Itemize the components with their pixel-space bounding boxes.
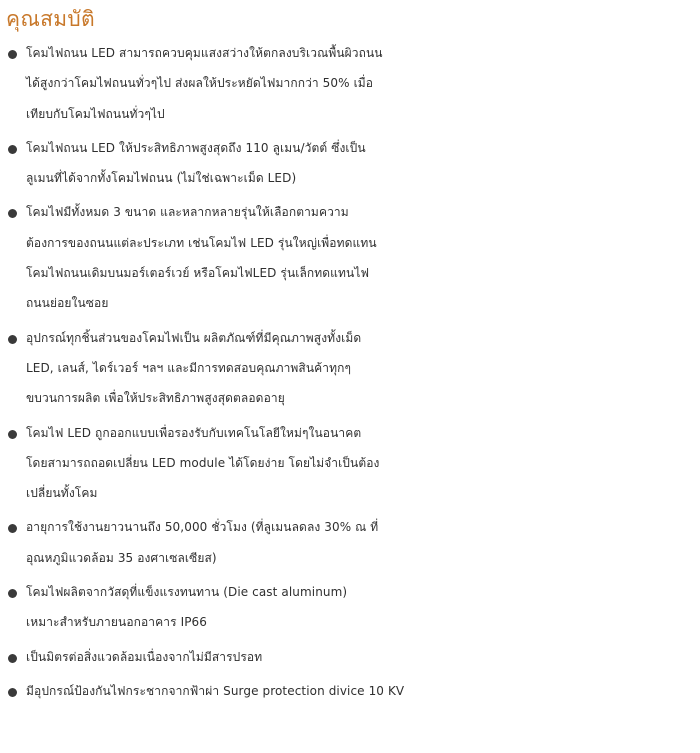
feature-line: ต้องการของถนนแต่ละประเภท เช่นโคมไฟ LED รุ่นใหญ่เพื่อทดแทน bbox=[26, 235, 377, 250]
feature-line: ถนนย่อยในซอย bbox=[26, 296, 109, 311]
feature-item bbox=[6, 418, 696, 509]
feature-line: โคมไฟถนน LED ให้ประสิทธิภาพสูงสุดถึง 110 ลูเมน/วัตต์ ซึ่งเป็น bbox=[26, 140, 366, 155]
feature-item bbox=[6, 642, 696, 672]
bullet-icon bbox=[8, 524, 17, 533]
feature-line: โคมไฟผลิตจากวัสดุที่แข็งแรงทนทาน (Die cast aluminum) bbox=[26, 585, 348, 600]
bullet-icon bbox=[8, 209, 17, 218]
bullet-icon bbox=[8, 589, 17, 598]
feature-list bbox=[6, 38, 696, 710]
feature-line: ได้สูงกว่าโคมไฟถนนทั่วๆไป ส่งผลให้ประหยัดไฟมากกว่า 50% เมื่อ bbox=[26, 76, 374, 91]
feature-line: เป็นมิตรต่อสิ่งแวดล้อมเนื่องจากไม่มีสารปรอท bbox=[26, 649, 263, 664]
feature-line: เปลี่ยนทั้งโคม bbox=[26, 486, 98, 501]
feature-line: โคมไฟถนน LED สามารถควบคุมแสงสว่างให้ตกลงบริเวณพื้นผิวถนน bbox=[26, 46, 383, 60]
feature-line: โคมไฟ LED ถูกออกแบบเพื่อรองรับกับเทคโนโลยีใหม่ๆในอนาคต bbox=[26, 425, 362, 440]
feature-line: โคมไฟถนนเดิมบนมอร์เตอร์เวย์ หรือโคมไฟLED รุ่นเล็กทดแทนไฟ bbox=[26, 266, 370, 281]
feature-line: อุปกรณ์ทุกชิ้นส่วนของโคมไฟเป็น ผลิตภัณฑ์ที่มีคุณภาพสูงทั้งเม็ด bbox=[26, 330, 362, 345]
bullet-icon bbox=[8, 654, 17, 663]
feature-item bbox=[6, 133, 696, 194]
bullet-icon bbox=[8, 145, 17, 154]
feature-line: อายุการใช้งานยาวนานถึง 50,000 ชั่วโมง (ที่ลูเมนลดลง 30% ณ ที่ bbox=[26, 520, 379, 535]
feature-line: ลูเมนที่ได้จากทั้งโคมไฟถนน (ไม่ใช่เฉพาะเม็ด LED) bbox=[26, 171, 297, 186]
feature-line: LED, เลนส์, ไดร์เวอร์ ฯลฯ และมีการทดสอบคุณภาพสินค้าทุกๆ bbox=[26, 360, 352, 375]
section-heading: คุณสมบัติ bbox=[6, 7, 95, 31]
feature-item bbox=[6, 577, 696, 638]
feature-line: โคมไฟมีทั้งหมด 3 ขนาด และหลากหลายรุ่นให้เลือกตามความ bbox=[26, 205, 349, 220]
bullet-icon bbox=[8, 688, 17, 697]
feature-line: ขบวนการผลิต เพื่อให้ประสิทธิภาพสูงสุดตลอดอายุ bbox=[26, 391, 285, 406]
feature-item bbox=[6, 676, 696, 706]
bullet-icon bbox=[8, 430, 17, 439]
feature-item bbox=[6, 323, 696, 414]
feature-item bbox=[6, 38, 696, 129]
bullet-icon bbox=[8, 50, 17, 59]
feature-item bbox=[6, 197, 696, 318]
feature-line: มีอุปกรณ์ป้องกันไฟกระชากจากฟ้าผ่า Surge protection divice 10 KV bbox=[26, 683, 405, 698]
feature-line: โดยสามารถถอดเปลี่ยน LED module ได้โดยง่าย โดยไม่จำเป็นต้อง bbox=[26, 455, 380, 470]
feature-line: เหมาะสำหรับภายนอกอาคาร IP66 bbox=[26, 615, 208, 630]
bullet-icon bbox=[8, 335, 17, 344]
feature-item bbox=[6, 512, 696, 573]
feature-line: เทียบกับโคมไฟถนนทั่วๆไป bbox=[26, 106, 165, 121]
feature-line: อุณหภูมิแวดล้อม 35 องศาเซลเซียส) bbox=[26, 550, 217, 565]
